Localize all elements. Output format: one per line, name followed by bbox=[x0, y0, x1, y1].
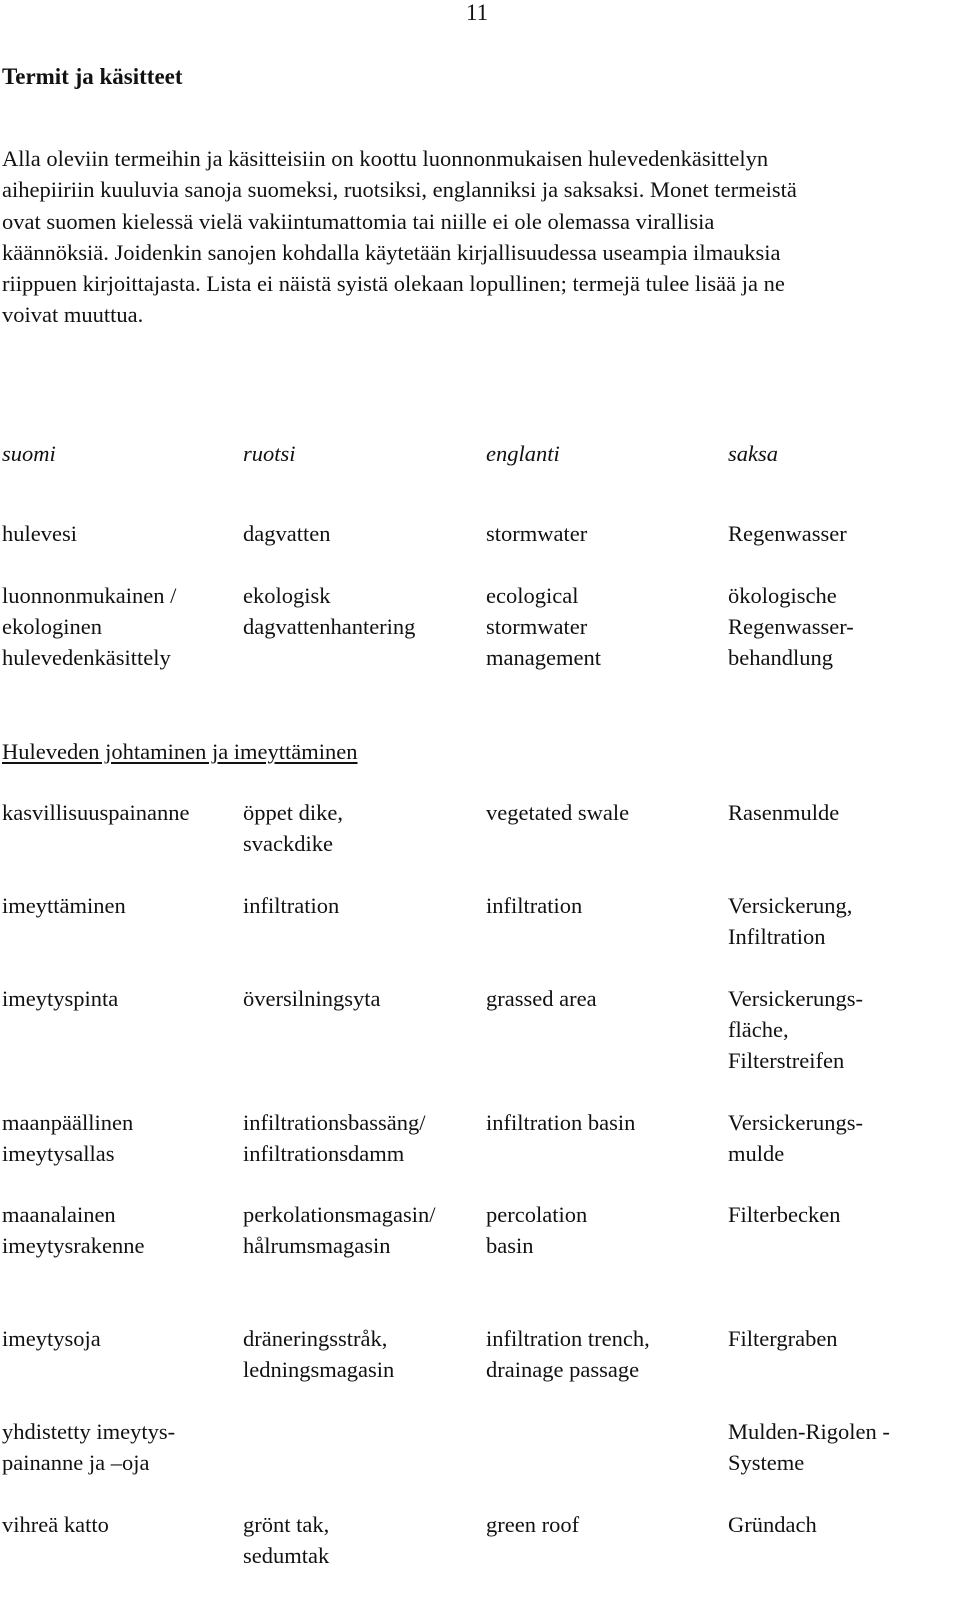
term-english: ecological stormwater management bbox=[486, 583, 601, 670]
term-german: Filterbecken bbox=[728, 1202, 841, 1227]
section-heading: Huleveden johtaminen ja imeyttäminen bbox=[2, 739, 358, 764]
term-swedish: infiltrationsbassäng/ infiltrationsdamm bbox=[243, 1110, 426, 1166]
term-finnish: yhdistetty imeytys- painanne ja –oja bbox=[2, 1419, 176, 1475]
term-row bbox=[0, 983, 960, 1083]
term-row bbox=[0, 1509, 960, 1609]
column-header-german: saksa bbox=[728, 441, 778, 466]
term-german: Regenwasser bbox=[728, 521, 847, 546]
term-english: infiltration basin bbox=[486, 1110, 636, 1135]
term-english: stormwater bbox=[486, 521, 588, 546]
term-german: Gründach bbox=[728, 1512, 817, 1537]
term-english: vegetated swale bbox=[486, 800, 630, 825]
page-title: Termit ja käsitteet bbox=[2, 64, 183, 89]
term-german: Versickerungs- mulde bbox=[728, 1110, 863, 1166]
term-finnish: kasvillisuuspainanne bbox=[2, 800, 190, 825]
page-number: 11 bbox=[466, 0, 489, 25]
term-finnish: imeytyspinta bbox=[2, 986, 119, 1011]
term-row bbox=[0, 1323, 960, 1423]
term-row bbox=[0, 1416, 960, 1516]
term-german: Rasenmulde bbox=[728, 800, 840, 825]
term-finnish: vihreä katto bbox=[2, 1512, 109, 1537]
term-english: green roof bbox=[486, 1512, 580, 1537]
term-row bbox=[0, 580, 960, 680]
term-german: Filtergraben bbox=[728, 1326, 838, 1351]
term-swedish: översilningsyta bbox=[243, 986, 381, 1011]
term-row bbox=[0, 1199, 960, 1299]
intro-paragraph: Alla oleviin termeihin ja käsitteisiin on koottu luonnonmukaisen hulevedenkäsittelyn aihepiiriin kuuluvia sanoja suomeksi, ruotsiksi, englanniksi ja saksaksi. Monet termeistä ovat suomen kielessä vielä vakiintumattomia tai niille ei ole olemassa virallisia käännöksiä. Joidenkin sanojen kohdalla käytetään kirjallisuudessa useampia ilmauksia riippuen kirjoittajasta. Lista ei näistä syistä olekaan lopullinen; termejä tulee lisää ja ne voivat muuttua. bbox=[2, 146, 797, 328]
term-row bbox=[0, 890, 960, 990]
term-german: Mulden-Rigolen - Systeme bbox=[728, 1419, 890, 1475]
term-finnish: hulevesi bbox=[2, 521, 77, 546]
term-swedish: dräneringsstråk, ledningsmagasin bbox=[243, 1326, 395, 1382]
term-swedish: grönt tak, sedumtak bbox=[243, 1512, 330, 1568]
term-finnish: imeytysoja bbox=[2, 1326, 101, 1351]
term-german: Versickerungs- fläche, Filterstreifen bbox=[728, 986, 863, 1073]
column-header-swedish: ruotsi bbox=[243, 441, 296, 466]
term-row bbox=[0, 797, 960, 897]
column-header-english: englanti bbox=[486, 441, 560, 466]
term-finnish: maanpäällinen imeytysallas bbox=[2, 1110, 134, 1166]
term-swedish: perkolationsmagasin/ hålrumsmagasin bbox=[243, 1202, 436, 1258]
term-swedish: öppet dike, svackdike bbox=[243, 800, 343, 856]
term-english: percolation basin bbox=[486, 1202, 588, 1258]
term-finnish: luonnonmukainen / ekologinen hulevedenkäsittely bbox=[2, 583, 177, 670]
term-swedish: ekologisk dagvattenhantering bbox=[243, 583, 416, 639]
term-swedish: infiltration bbox=[243, 893, 340, 918]
term-swedish: dagvatten bbox=[243, 521, 331, 546]
column-header-finnish: suomi bbox=[2, 441, 56, 466]
term-finnish: imeyttäminen bbox=[2, 893, 126, 918]
term-finnish: maanalainen imeytysrakenne bbox=[2, 1202, 145, 1258]
term-english: infiltration bbox=[486, 893, 583, 918]
term-row bbox=[0, 1107, 960, 1207]
term-english: infiltration trench, drainage passage bbox=[486, 1326, 650, 1382]
term-german: Versickerung, Infiltration bbox=[728, 893, 853, 949]
term-english: grassed area bbox=[486, 986, 597, 1011]
term-german: ökologische Regenwasser- behandlung bbox=[728, 583, 854, 670]
